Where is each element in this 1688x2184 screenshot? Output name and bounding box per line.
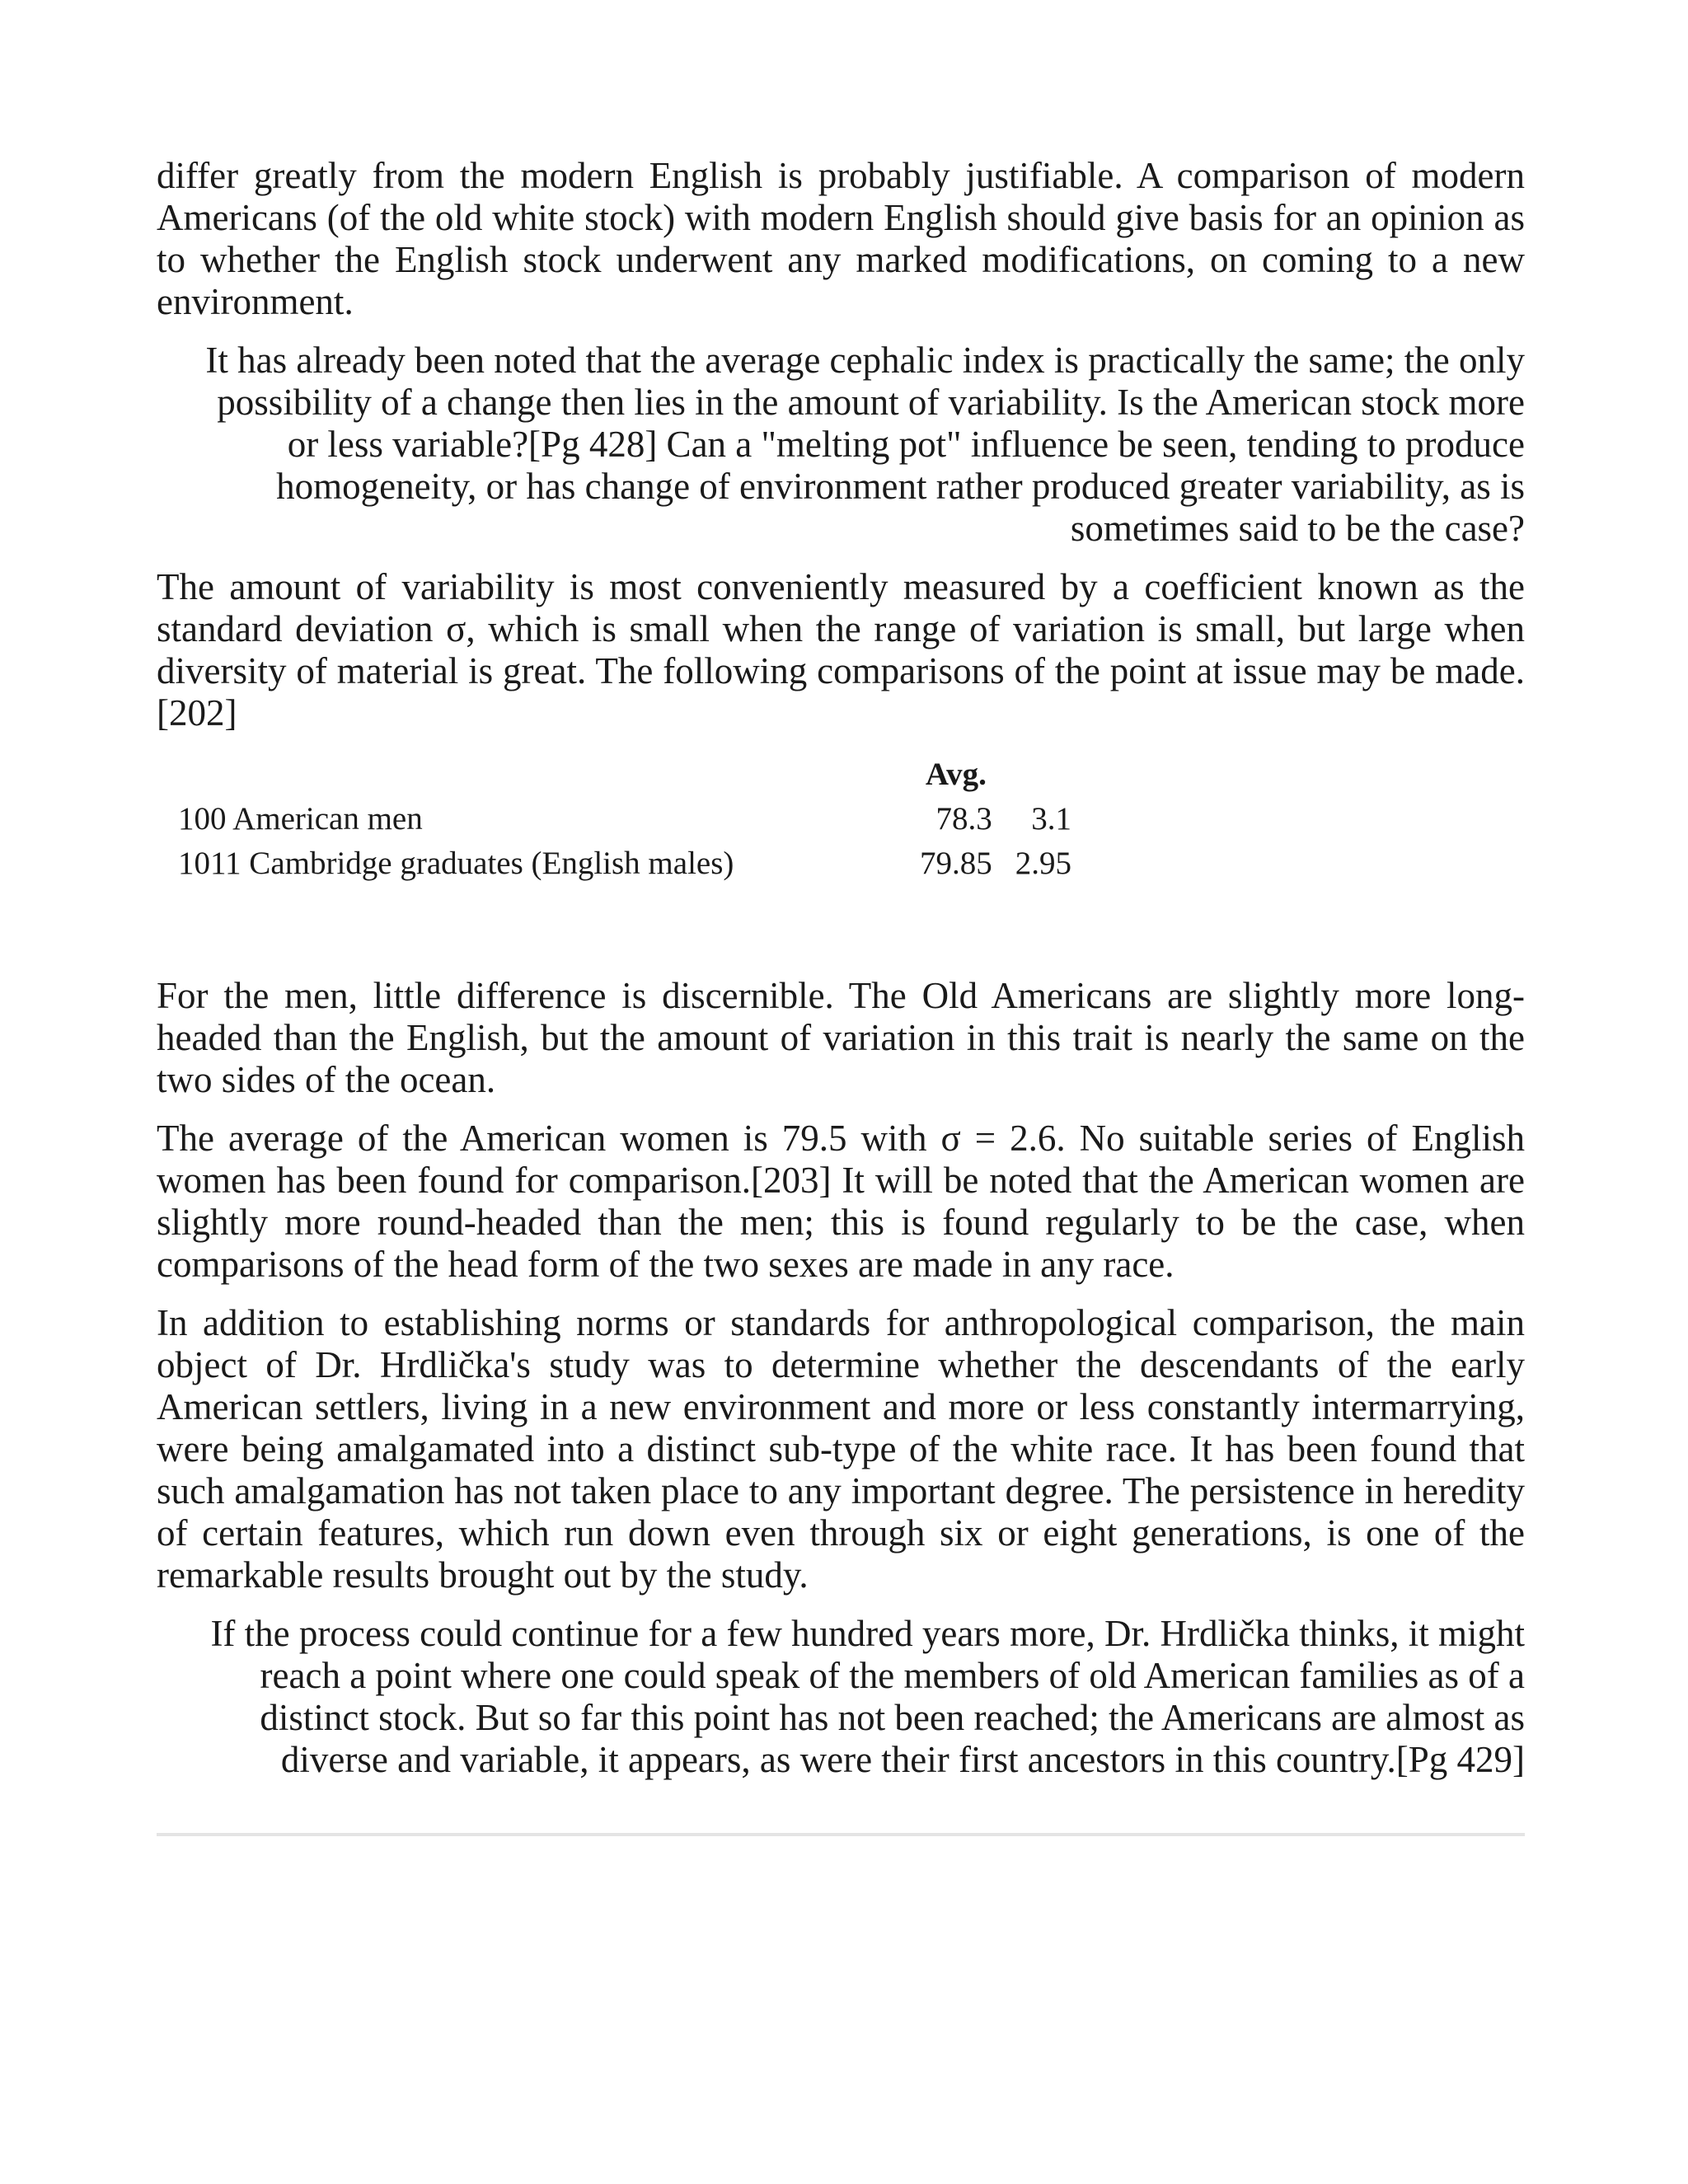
- paragraph-7-line: If the process could continue for a few hundred years more, Dr. Hrdlička thinks, it might: [210, 1613, 1525, 1654]
- paragraph-7-line: diverse and variable, it appears, as were their first ancestors in this country.[Pg 429]: [280, 1739, 1525, 1780]
- table-spacer: [157, 886, 1525, 975]
- paragraph-4: For the men, little difference is discernible. The Old Americans are slightly more long-headed than the English, but the amount of variation in this trait is nearly the same on the two sides of the ocean.: [157, 975, 1525, 1100]
- row-label: 1011 Cambridge graduates (English males): [178, 846, 734, 881]
- page-content: [157, 155, 1525, 1797]
- table-row: [170, 841, 1080, 886]
- table-row: [170, 797, 1080, 841]
- paragraph-2-line: possibility of a change then lies in the amount of variability. Is the American stock more: [217, 382, 1525, 423]
- paragraph-2-line: homogeneity, or has change of environment rather produced greater variability, as is: [276, 466, 1525, 507]
- paragraph-2-line: sometimes said to be the case?: [1070, 508, 1525, 549]
- avg-column-header: Avg.: [925, 757, 987, 792]
- paragraph-2-line: or less variable?[Pg 428] Can a "melting pot" influence be seen, tending to produce: [287, 424, 1525, 465]
- paragraph-7-line: distinct stock. But so far this point has not been reached; the Americans are almost as: [260, 1697, 1525, 1738]
- comparison-table: [170, 752, 1080, 886]
- paragraph-3: The amount of variability is most conveniently measured by a coefficient known as the standard deviation σ, which is small when the range of variation is small, but large when diversity of material is great. The following comparisons of the point at issue may be made.[202]: [157, 566, 1525, 733]
- paragraph-7-line: reach a point where one could speak of the members of old American families as of a: [260, 1655, 1525, 1696]
- paragraph-5: The average of the American women is 79.5 with σ = 2.6. No suitable series of English women has been found for comparison.[203] It will be noted that the American women are slightly more round-headed than the men; this is found regularly to be the case, when comparisons of the head form of the two sexes are made in any race.: [157, 1118, 1525, 1285]
- paragraph-6: In addition to establishing norms or standards for anthropological comparison, the main object of Dr. Hrdlička's study was to determine whether the descendants of the early American settlers, living in a new environment and more or less constantly intermarrying, were being amalgamated into a distinct sub-type of the white race. It has been found that such amalgamation has not taken place to any important degree. The persistence in heredity of certain features, which run down even through six or eight generations, is one of the remarkable results brought out by the study.: [157, 1302, 1525, 1596]
- paragraph-7: [157, 1613, 1525, 1781]
- row-avg: 79.85: [920, 846, 992, 881]
- row-sd: 3.1: [1031, 801, 1071, 837]
- paragraph-2: [157, 340, 1525, 550]
- row-sd: 2.95: [1015, 846, 1071, 881]
- horizontal-rule: [157, 1833, 1525, 1836]
- paragraph-1: differ greatly from the modern English is probably justifiable. A comparison of modern Americans (of the old white stock) with modern English should give basis for an opinion as to whether the English stock underwent any marked modifications, on coming to a new environment.: [157, 155, 1525, 322]
- paragraph-2-line: It has already been noted that the average cephalic index is practically the same; the only: [205, 340, 1525, 381]
- table-header-row: [170, 752, 1080, 797]
- row-avg: 78.3: [935, 801, 992, 837]
- row-label: 100 American men: [178, 801, 423, 837]
